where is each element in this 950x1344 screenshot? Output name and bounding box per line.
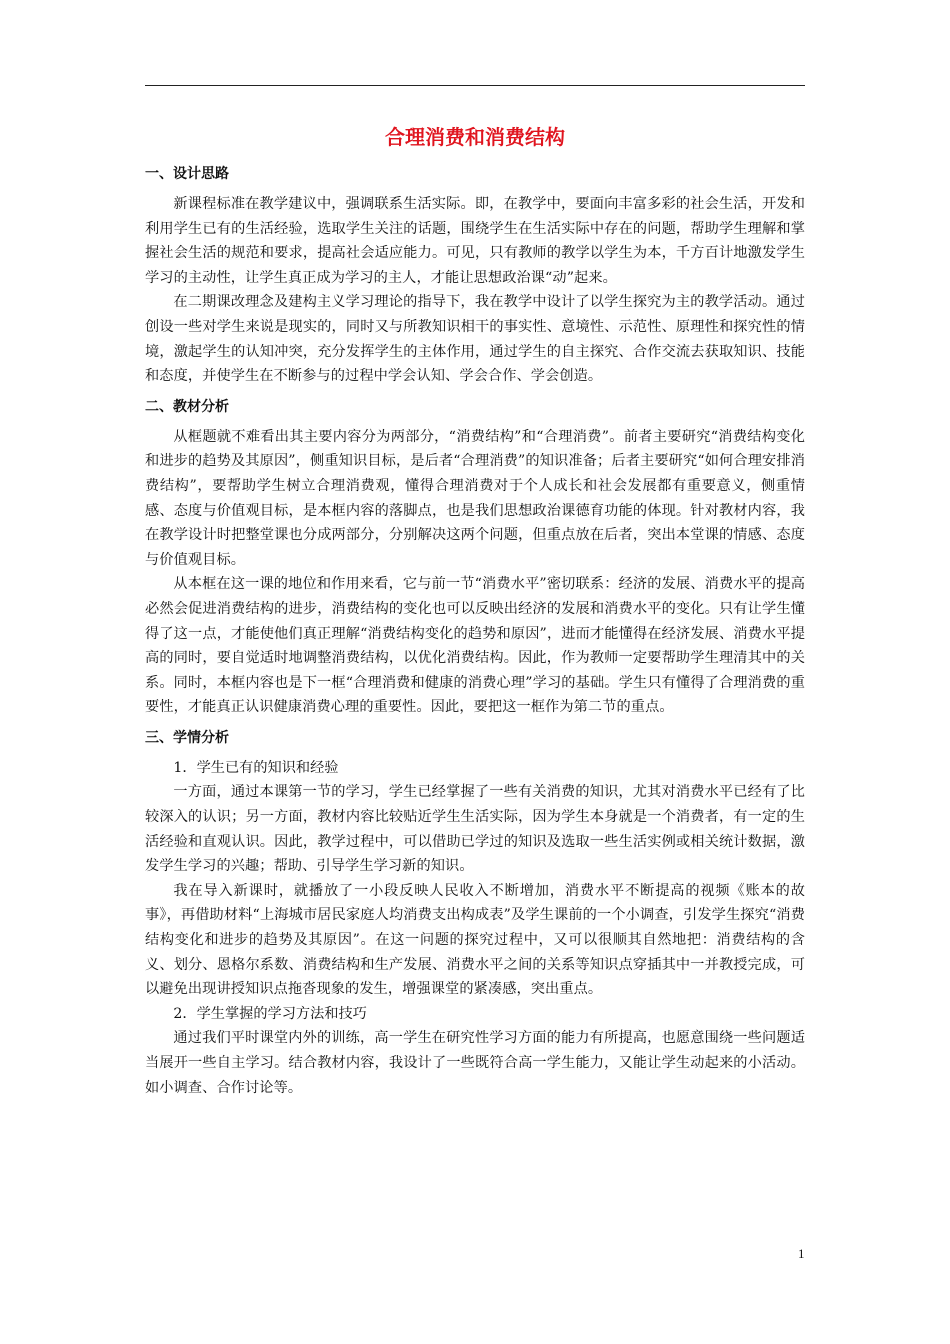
section-heading-students: 三、学情分析 [145,729,229,746]
document-body [145,122,805,1100]
subheading: 1．学生已有的知识和经验 [173,759,339,776]
header-rule [145,85,805,86]
document-title: 合理消费和消费结构 [385,125,565,149]
paragraph: 在二期课改理念及建构主义学习理论的指导下，我在教学中设计了以学生探究为主的教学活动。通过创设一些对学生来说是现实的，同时又与所教知识相干的事实性、意境性、示范性、原理性和探究性的情境，激起学生的认知冲突，充分发挥学生的主体作用，通过学生的自主探究、合作交流去获取知识、技能和态度，并使学生在不断参与的过程中学会认知、学会合作、学会创造。 [145,294,805,385]
paragraph: 从本框在这一课的地位和作用来看，它与前一节“消费水平”密切联系：经济的发展、消费水平的提高必然会促进消费结构的进步，消费结构的变化也可以反映出经济的发展和消费水平的变化。只有让学生懂得了这一点，才能使他们真正理解“消费结构变化的趋势和原因”，进而才能懂得在经济发展、消费水平提高的同时，要自觉适时地调整消费结构，以优化消费结构。因此，作为教师一定要帮助学生理清其中的关系。同时，本框内容也是下一框“合理消费和健康的消费心理”学习的基础。学生只有懂得了合理消费的重要性，才能真正认识健康消费心理的重要性。因此，要把这一框作为第二节的重点。 [145,576,805,716]
paragraph: 一方面，通过本课第一节的学习，学生已经掌握了一些有关消费的知识，尤其对消费水平已经有了比较深入的认识；另一方面，教材内容比较贴近学生生活实际，因为学生本身就是一个消费者，有一定的生活经验和直观认识。因此，教学过程中，可以借助已学过的知识及选取一些生活实例或相关统计数据，激发学生学习的兴趣；帮助、引导学生学习新的知识。 [145,784,805,875]
subheading: 2．学生掌握的学习方法和技巧 [173,1005,367,1022]
paragraph: 通过我们平时课堂内外的训练，高一学生在研究性学习方面的能力有所提高，也愿意围绕一些问题适当展开一些自主学习。结合教材内容，我设计了一些既符合高一学生能力，又能让学生动起来的小活动。如小调查、合作讨论等。 [145,1030,805,1096]
paragraph: 从框题就不难看出其主要内容分为两部分，“消费结构”和“合理消费”。前者主要研究“消费结构变化和进步的趋势及其原因”，侧重知识目标，是后者“合理消费”的知识准备；后者主要研究“如何合理安排消费结构”，要帮助学生树立合理消费观，懂得合理消费对于个人成长和社会发展都有重要意义，侧重情感、态度与价值观目标，是本框内容的落脚点，也是我们思想政治课德育功能的体现。针对教材内容，我在教学设计时把整堂课也分成两部分，分别解决这两个问题，但重点放在后者，突出本堂课的情感、态度与价值观目标。 [145,428,805,568]
paragraph: 新课程标准在教学建议中，强调联系生活实际。即，在教学中，要面向丰富多彩的社会生活，开发和利用学生已有的生活经验，选取学生关注的话题，围绕学生在生活实际中存在的问题，帮助学生理解和掌握社会生活的规范和要求，提高社会适应能力。可见，只有教师的教学以学生为本，千方百计地激发学生学习的主动性，让学生真正成为学习的主人，才能让思想政治课“动”起来。 [145,196,805,286]
page-number: 1 [798,1246,805,1261]
paragraph: 我在导入新课时，就播放了一小段反映人民收入不断增加，消费水平不断提高的视频《账本的故事》，再借助材料“上海城市居民家庭人均消费支出构成表”及学生课前的一个小调查，引发学生探究“消费结构变化和进步的趋势及其原因”。在这一问题的探究过程中，又可以很顺其自然地把：消费结构的含义、划分、恩格尔系数、消费结构和生产发展、消费水平之间的关系等知识点穿插其中一并教授完成，可以避免出现讲授知识点拖沓现象的发生，增强课堂的紧凑感，突出重点。 [145,882,805,998]
section-heading-textbook: 二、教材分析 [145,398,229,415]
section-heading-design: 一、设计思路 [145,166,229,182]
